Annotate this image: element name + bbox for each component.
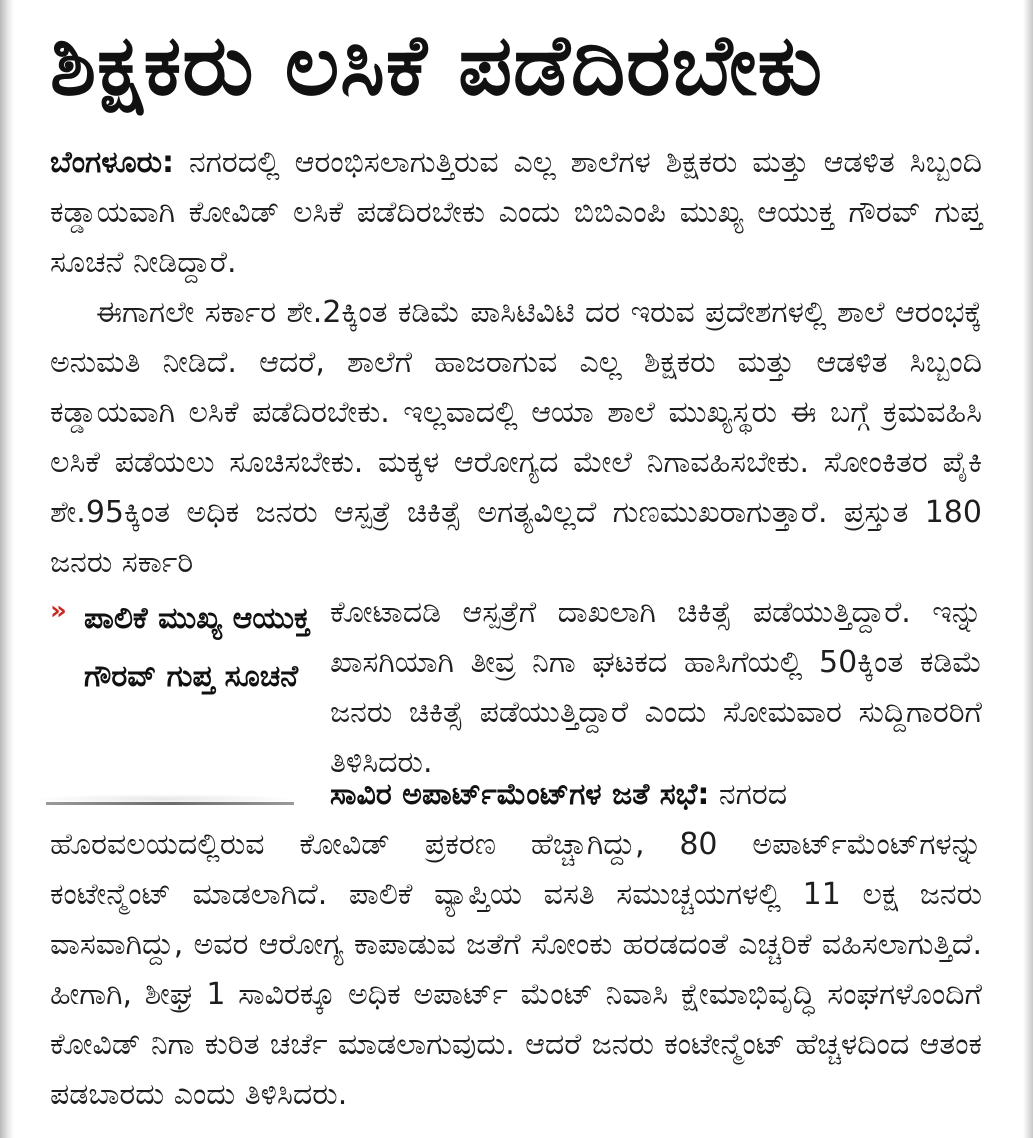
paragraph-3: ಕೋಟಾದಡಿ ಆಸ್ಪತ್ರೆಗೆ ದಾಖಲಾಗಿ ಚಿಕಿತ್ಸೆ ಪಡೆಯುತ್ತಿದ್ದಾರೆ. ಇನ್ನು ಖಾಸಗಿಯಾಗಿ ತೀವ್ರ ನಿಗಾ ಘಟಕದ ಹಾಸಿಗೆಯಲ್ಲಿ 50ಕ್ಕಿಂತ ಕಡಿಮೆ ಜನರು ಚಿಕಿತ್ಸೆ ಪಡೆಯುತ್ತಿದ್ದಾರೆ ಎಂದು ಸೋಮವಾರ ಸುದ್ದಿಗಾರರಿಗೆ ತಿಳಿಸಿದರು. [330, 595, 982, 780]
pull-quote [50, 590, 312, 810]
pull-quote-arrow-icon: » [50, 596, 67, 626]
subheading: ಸಾವಿರ ಅಪಾರ್ಟ್‌ಮೆಂಟ್‌ಗಳ ಜತೆ ಸಭೆ: [330, 777, 710, 812]
paragraph-2: ಈಗಾಗಲೇ ಸರ್ಕಾರ ಶೇ.2ಕ್ಕಿಂತ ಕಡಿಮೆ ಪಾಸಿಟಿವಿಟಿ ದರ ಇರುವ ಪ್ರದೇಶಗಳಲ್ಲಿ ಶಾಲೆ ಆರಂಭಕ್ಕೆ ಅನುಮತಿ ನೀಡಿದೆ. ಆದರೆ, ಶಾಲೆಗೆ ಹಾಜರಾಗುವ ಎಲ್ಲ ಶಿಕ್ಷಕರು ಮತ್ತು ಆಡಳಿತ ಸಿಬ್ಬಂದಿ ಕಡ್ಡಾಯವಾಗಿ ಲಸಿಕೆ ಪಡೆದಿರಬೇಕು. ಇಲ್ಲವಾದಲ್ಲಿ ಆಯಾ ಶಾಲೆ ಮುಖ್ಯಸ್ಥರು ಈ ಬಗ್ಗೆ ಕ್ರಮವಹಿಸಿ ಲಸಿಕೆ ಪಡೆಯಲು ಸೂಚಿಸಬೇಕು. ಮಕ್ಕಳ ಆರೋಗ್ಯದ ಮೇಲೆ ನಿಗಾವಹಿಸಬೇಕು. ಸೋಂಕಿತರ ಪೈಕಿ ಶೇ.95ಕ್ಕಿಂತ ಅಧಿಕ ಜನರು ಆಸ್ಪತ್ರೆ ಚಿಕಿತ್ಸೆ ಅಗತ್ಯವಿಲ್ಲದೆ ಗುಣಮುಖರಾಗುತ್ತಾರೆ. ಪ್ರಸ್ತುತ 180 ಜನರು ಸರ್ಕಾರಿ [50, 295, 982, 580]
paragraph-4-start [330, 770, 982, 820]
paragraph-5: ಹೊರವಲಯದಲ್ಲಿರುವ ಕೋವಿಡ್ ಪ್ರಕರಣ ಹೆಚ್ಚಾಗಿದ್ದು, 80 ಅಪಾರ್ಟ್‌ಮೆಂಟ್‌ಗಳನ್ನು ಕಂಟೇನ್ಮೆಂಟ್ ಮಾಡಲಾಗಿದೆ. ಪಾಲಿಕೆ ವ್ಯಾಪ್ತಿಯ ವಸತಿ ಸಮುಚ್ಚಯಗಳಲ್ಲಿ 11 ಲಕ್ಷ ಜನರು ವಾಸವಾಗಿದ್ದು, ಅವರ ಆರೋಗ್ಯ ಕಾಪಾಡುವ ಜತೆಗೆ ಸೋಂಕು ಹರಡದಂತೆ ಎಚ್ಚರಿಕೆ ವಹಿಸಲಾಗುತ್ತಿದೆ. ಹೀಗಾಗಿ, ಶೀಘ್ರ 1 ಸಾವಿರಕ್ಕೂ ಅಧಿಕ ಅಪಾರ್ಟ್ ಮೆಂಟ್ ನಿವಾಸಿ ಕ್ಷೇಮಾಭಿವೃದ್ಧಿ ಸಂಘಗಳೊಂದಿಗೆ ಕೋವಿಡ್ ನಿಗಾ ಕುರಿತ ಚರ್ಚೆ ಮಾಡಲಾಗುವುದು. ಆದರೆ ಜನರು ಕಂಟೇನ್ಮೆಂಟ್ ಹೆಚ್ಚಳದಿಂದ ಆತಂಕ ಪಡಬಾರದು ಎಂದು ತಿಳಿಸಿದರು. [50, 827, 982, 1112]
paragraph-1 [50, 138, 982, 288]
paragraph-1-body: ನಗರದಲ್ಲಿ ಆರಂಭಿಸಲಾಗುತ್ತಿರುವ ಎಲ್ಲ ಶಾಲೆಗಳ ಶಿಕ್ಷಕರು ಮತ್ತು ಆಡಳಿತ ಸಿಬ್ಬಂದಿ ಕಡ್ಡಾಯವಾಗಿ ಕೋವಿಡ್ ಲಸಿಕೆ ಪಡೆದಿರಬೇಕು ಎಂದು ಬಿಬಿಎಂಪಿ ಮುಖ್ಯ ಆಯುಕ್ತ ಗೌರವ್ ಗುಪ್ತ ಸೂಚನೆ ನೀಡಿದ್ದಾರೆ. [50, 145, 982, 280]
article-headline: ಶಿಕ್ಷಕರು ಲಸಿಕೆ ಪಡೆದಿರಬೇಕು [50, 16, 824, 114]
pull-quote-text: ಪಾಲಿಕೆ ಮುಖ್ಯ ಆಯುಕ್ತ ಗೌರವ್ ಗುಪ್ತ ಸೂಚನೆ [84, 601, 311, 694]
paper-right-edge-shadow [1023, 0, 1033, 1138]
dateline: ಬೆಂಗಳೂರು: [50, 145, 175, 180]
paragraph-4-lead-text: ನಗರದ [709, 777, 788, 812]
paper-left-edge-shadow [0, 0, 14, 1138]
pull-quote-divider [46, 802, 294, 805]
